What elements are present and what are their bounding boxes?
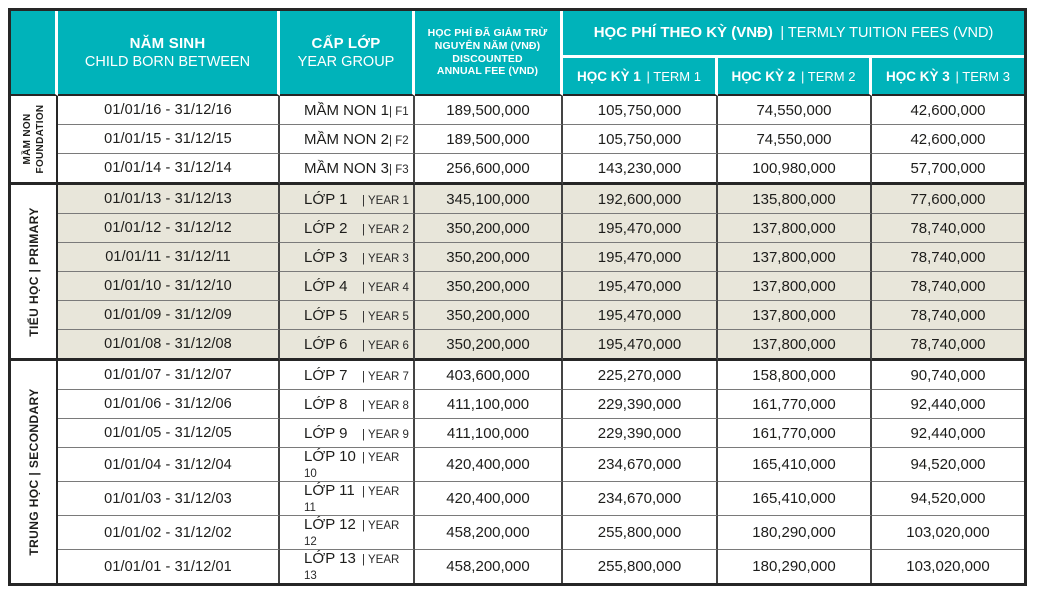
table-row bbox=[11, 419, 1024, 448]
year-group-cell bbox=[280, 154, 415, 185]
col-header-year-group-en: YEAR GROUP bbox=[297, 54, 395, 70]
year-group-name: LỚP 1 bbox=[304, 190, 348, 208]
table-row bbox=[11, 516, 1024, 550]
term1-fee-cell: 255,800,000 bbox=[563, 516, 718, 550]
annual-fee-cell: 256,600,000 bbox=[415, 154, 563, 185]
born-between-cell: 01/01/11 - 31/12/11 bbox=[58, 243, 280, 272]
annual-fee-cell: 189,500,000 bbox=[415, 96, 563, 125]
col-header-term1 bbox=[563, 58, 718, 96]
col-header-year-group bbox=[280, 11, 415, 96]
year-group-name: MẦM NON 1 bbox=[304, 101, 390, 119]
born-between-cell: 01/01/05 - 31/12/05 bbox=[58, 419, 280, 448]
term1-fee-cell: 195,470,000 bbox=[563, 330, 718, 361]
col-header-term3 bbox=[872, 58, 1024, 96]
col-header-annual-fee bbox=[415, 11, 563, 96]
year-group-cell bbox=[280, 185, 415, 214]
term2-fee-cell: 137,800,000 bbox=[718, 272, 872, 301]
year-group-english: | F3 bbox=[389, 163, 409, 176]
annual-fee-cell: 350,200,000 bbox=[415, 214, 563, 243]
year-group-english: | F2 bbox=[389, 134, 409, 147]
year-group-cell bbox=[280, 243, 415, 272]
table-row bbox=[11, 301, 1024, 330]
table-header bbox=[11, 11, 1024, 96]
term1-fee-cell: 195,470,000 bbox=[563, 272, 718, 301]
term2-fee-cell: 165,410,000 bbox=[718, 482, 872, 516]
year-group-english: | YEAR 13 bbox=[304, 554, 400, 582]
table-row bbox=[11, 482, 1024, 516]
term1-fee-cell: 195,470,000 bbox=[563, 301, 718, 330]
year-group-name: LỚP 7 bbox=[304, 366, 348, 384]
col-header-annual-fee-line2: NGUYÊN NĂM (VNĐ) bbox=[434, 39, 541, 52]
year-group-cell bbox=[280, 448, 415, 482]
term1-fee-cell: 105,750,000 bbox=[563, 96, 718, 125]
term2-fee-cell: 161,770,000 bbox=[718, 419, 872, 448]
col-header-termly-fees bbox=[563, 11, 1024, 58]
annual-fee-cell: 350,200,000 bbox=[415, 301, 563, 330]
year-group-english: | YEAR 8 bbox=[362, 399, 409, 412]
col-header-term3-vi: HỌC KỲ 3 bbox=[886, 68, 950, 84]
year-group-cell bbox=[280, 419, 415, 448]
term3-fee-cell: 78,740,000 bbox=[872, 243, 1024, 272]
annual-fee-cell: 458,200,000 bbox=[415, 550, 563, 583]
term3-fee-cell: 94,520,000 bbox=[872, 482, 1024, 516]
term2-fee-cell: 137,800,000 bbox=[718, 330, 872, 361]
table-row bbox=[11, 390, 1024, 419]
table-row bbox=[11, 361, 1024, 390]
table-row bbox=[11, 330, 1024, 361]
term3-fee-cell: 42,600,000 bbox=[872, 96, 1024, 125]
annual-fee-cell: 458,200,000 bbox=[415, 516, 563, 550]
born-between-cell: 01/01/07 - 31/12/07 bbox=[58, 361, 280, 390]
term1-fee-cell: 229,390,000 bbox=[563, 390, 718, 419]
born-between-cell: 01/01/01 - 31/12/01 bbox=[58, 550, 280, 583]
section-label-text bbox=[21, 105, 47, 174]
year-group-english: | YEAR 1 bbox=[362, 194, 409, 207]
born-between-cell: 01/01/06 - 31/12/06 bbox=[58, 390, 280, 419]
section-label bbox=[11, 185, 58, 361]
col-header-term3-en: | TERM 3 bbox=[955, 68, 1010, 84]
annual-fee-cell: 350,200,000 bbox=[415, 243, 563, 272]
table-row bbox=[11, 185, 1024, 214]
term3-fee-cell: 78,740,000 bbox=[872, 214, 1024, 243]
term2-fee-cell: 137,800,000 bbox=[718, 214, 872, 243]
table-body bbox=[11, 96, 1024, 583]
term2-fee-cell: 137,800,000 bbox=[718, 301, 872, 330]
section-label bbox=[11, 96, 58, 185]
table-row bbox=[11, 125, 1024, 154]
year-group-name: LỚP 11 bbox=[304, 482, 355, 499]
term2-fee-cell: 180,290,000 bbox=[718, 516, 872, 550]
year-group-english: | YEAR 11 bbox=[304, 486, 400, 514]
term2-fee-cell: 135,800,000 bbox=[718, 185, 872, 214]
term1-fee-cell: 195,470,000 bbox=[563, 243, 718, 272]
year-group-english: | YEAR 5 bbox=[362, 310, 409, 323]
born-between-cell: 01/01/03 - 31/12/03 bbox=[58, 482, 280, 516]
year-group-name: MẦM NON 3 bbox=[304, 159, 390, 177]
col-header-term2-vi: HỌC KỲ 2 bbox=[731, 68, 796, 84]
born-between-cell: 01/01/04 - 31/12/04 bbox=[58, 448, 280, 482]
year-group-name: LỚP 10 bbox=[304, 448, 356, 465]
table-row bbox=[11, 96, 1024, 125]
term2-fee-cell: 137,800,000 bbox=[718, 243, 872, 272]
year-group-cell bbox=[280, 390, 415, 419]
born-between-cell: 01/01/13 - 31/12/13 bbox=[58, 185, 280, 214]
section-label bbox=[11, 361, 58, 583]
col-header-annual-fee-line1: HỌC PHÍ ĐÃ GIẢM TRỪ bbox=[427, 27, 548, 40]
born-between-cell: 01/01/08 - 31/12/08 bbox=[58, 330, 280, 361]
term2-fee-cell: 74,550,000 bbox=[718, 96, 872, 125]
col-header-year-group-vi: CẤP LỚP bbox=[311, 35, 381, 52]
year-group-cell bbox=[280, 482, 415, 516]
term1-fee-cell: 143,230,000 bbox=[563, 154, 718, 185]
year-group-english: | YEAR 6 bbox=[362, 339, 409, 352]
col-header-termly-fees-en: | TERMLY TUITION FEES (VND) bbox=[780, 25, 994, 41]
tuition-table bbox=[11, 11, 1024, 583]
born-between-cell: 01/01/16 - 31/12/16 bbox=[58, 96, 280, 125]
term3-fee-cell: 42,600,000 bbox=[872, 125, 1024, 154]
term1-fee-cell: 225,270,000 bbox=[563, 361, 718, 390]
col-header-term1-vi: HỌC KỲ 1 bbox=[577, 68, 641, 84]
table-row bbox=[11, 214, 1024, 243]
col-header-born-en: CHILD BORN BETWEEN bbox=[84, 54, 251, 70]
year-group-english: | YEAR 3 bbox=[362, 252, 409, 265]
born-between-cell: 01/01/12 - 31/12/12 bbox=[58, 214, 280, 243]
term3-fee-cell: 77,600,000 bbox=[872, 185, 1024, 214]
year-group-english: | YEAR 10 bbox=[304, 452, 400, 480]
term3-fee-cell: 78,740,000 bbox=[872, 301, 1024, 330]
year-group-name: LỚP 8 bbox=[304, 395, 348, 413]
year-group-name: LỚP 13 bbox=[304, 550, 356, 567]
year-group-cell bbox=[280, 214, 415, 243]
year-group-cell bbox=[280, 330, 415, 361]
year-group-name: LỚP 12 bbox=[304, 516, 356, 533]
year-group-cell bbox=[280, 361, 415, 390]
year-group-name: LỚP 4 bbox=[304, 277, 348, 295]
year-group-english: | F1 bbox=[389, 105, 409, 118]
term3-fee-cell: 92,440,000 bbox=[872, 390, 1024, 419]
col-header-annual-fee-line4: ANNUAL FEE (VND) bbox=[436, 65, 539, 78]
year-group-name: LỚP 3 bbox=[304, 248, 348, 266]
year-group-cell bbox=[280, 96, 415, 125]
col-header-term1-en: | TERM 1 bbox=[646, 68, 701, 84]
year-group-english: | YEAR 12 bbox=[304, 520, 400, 548]
annual-fee-cell: 189,500,000 bbox=[415, 125, 563, 154]
term1-fee-cell: 195,470,000 bbox=[563, 214, 718, 243]
year-group-english: | YEAR 9 bbox=[362, 428, 409, 441]
year-group-name: LỚP 6 bbox=[304, 335, 348, 353]
corner-cell bbox=[11, 11, 58, 96]
col-header-termly-fees-vi: HỌC PHÍ THEO KỲ (VNĐ) bbox=[593, 24, 773, 41]
term3-fee-cell: 94,520,000 bbox=[872, 448, 1024, 482]
annual-fee-cell: 420,400,000 bbox=[415, 448, 563, 482]
year-group-name: MẦM NON 2 bbox=[304, 130, 390, 148]
section-label-text bbox=[27, 207, 41, 336]
year-group-name: LỚP 5 bbox=[304, 306, 348, 324]
term1-fee-cell: 192,600,000 bbox=[563, 185, 718, 214]
year-group-english: | YEAR 2 bbox=[362, 223, 409, 236]
year-group-cell bbox=[280, 301, 415, 330]
term1-fee-cell: 234,670,000 bbox=[563, 448, 718, 482]
col-header-term2 bbox=[718, 58, 872, 96]
section-label-line: TRUNG HỌC | SECONDARY bbox=[26, 388, 41, 556]
table-row bbox=[11, 272, 1024, 301]
table-row bbox=[11, 550, 1024, 583]
annual-fee-cell: 403,600,000 bbox=[415, 361, 563, 390]
year-group-cell bbox=[280, 550, 415, 583]
table-row bbox=[11, 154, 1024, 185]
table-row bbox=[11, 243, 1024, 272]
born-between-cell: 01/01/15 - 31/12/15 bbox=[58, 125, 280, 154]
section-label-text bbox=[27, 388, 41, 555]
term1-fee-cell: 229,390,000 bbox=[563, 419, 718, 448]
term3-fee-cell: 90,740,000 bbox=[872, 361, 1024, 390]
term2-fee-cell: 74,550,000 bbox=[718, 125, 872, 154]
born-between-cell: 01/01/14 - 31/12/14 bbox=[58, 154, 280, 185]
year-group-name: LỚP 2 bbox=[304, 219, 348, 237]
col-header-annual-fee-line3: DISCOUNTED bbox=[452, 52, 523, 65]
annual-fee-cell: 350,200,000 bbox=[415, 272, 563, 301]
year-group-cell bbox=[280, 125, 415, 154]
born-between-cell: 01/01/02 - 31/12/02 bbox=[58, 516, 280, 550]
term1-fee-cell: 234,670,000 bbox=[563, 482, 718, 516]
col-header-born-vi: NĂM SINH bbox=[129, 35, 206, 52]
col-header-term2-en: | TERM 2 bbox=[801, 68, 856, 84]
table-row bbox=[11, 448, 1024, 482]
year-group-english: | YEAR 7 bbox=[362, 370, 409, 383]
annual-fee-cell: 420,400,000 bbox=[415, 482, 563, 516]
term2-fee-cell: 100,980,000 bbox=[718, 154, 872, 185]
born-between-cell: 01/01/09 - 31/12/09 bbox=[58, 301, 280, 330]
annual-fee-cell: 411,100,000 bbox=[415, 390, 563, 419]
section-label-line: TIỂU HỌC | PRIMARY bbox=[26, 206, 41, 337]
term3-fee-cell: 103,020,000 bbox=[872, 516, 1024, 550]
term3-fee-cell: 78,740,000 bbox=[872, 330, 1024, 361]
born-between-cell: 01/01/10 - 31/12/10 bbox=[58, 272, 280, 301]
term1-fee-cell: 105,750,000 bbox=[563, 125, 718, 154]
term2-fee-cell: 180,290,000 bbox=[718, 550, 872, 583]
term3-fee-cell: 78,740,000 bbox=[872, 272, 1024, 301]
tuition-table-container bbox=[8, 8, 1027, 586]
term3-fee-cell: 103,020,000 bbox=[906, 558, 990, 575]
annual-fee-cell: 345,100,000 bbox=[415, 185, 563, 214]
term3-fee-cell: 57,700,000 bbox=[872, 154, 1024, 185]
year-group-cell bbox=[280, 272, 415, 301]
section-label-line: MẦM NON bbox=[21, 113, 33, 165]
year-group-cell bbox=[280, 516, 415, 550]
annual-fee-cell: 411,100,000 bbox=[415, 419, 563, 448]
section-label-line: FOUNDATION bbox=[34, 104, 46, 174]
col-header-born bbox=[58, 11, 280, 96]
year-group-english: | YEAR 4 bbox=[362, 281, 409, 294]
term2-fee-cell: 161,770,000 bbox=[718, 390, 872, 419]
year-group-name: LỚP 9 bbox=[304, 424, 348, 442]
term2-fee-cell: 165,410,000 bbox=[718, 448, 872, 482]
term1-fee-cell: 255,800,000 bbox=[563, 550, 718, 583]
term3-fee-cell: 92,440,000 bbox=[872, 419, 1024, 448]
annual-fee-cell: 350,200,000 bbox=[415, 330, 563, 361]
term2-fee-cell: 158,800,000 bbox=[718, 361, 872, 390]
